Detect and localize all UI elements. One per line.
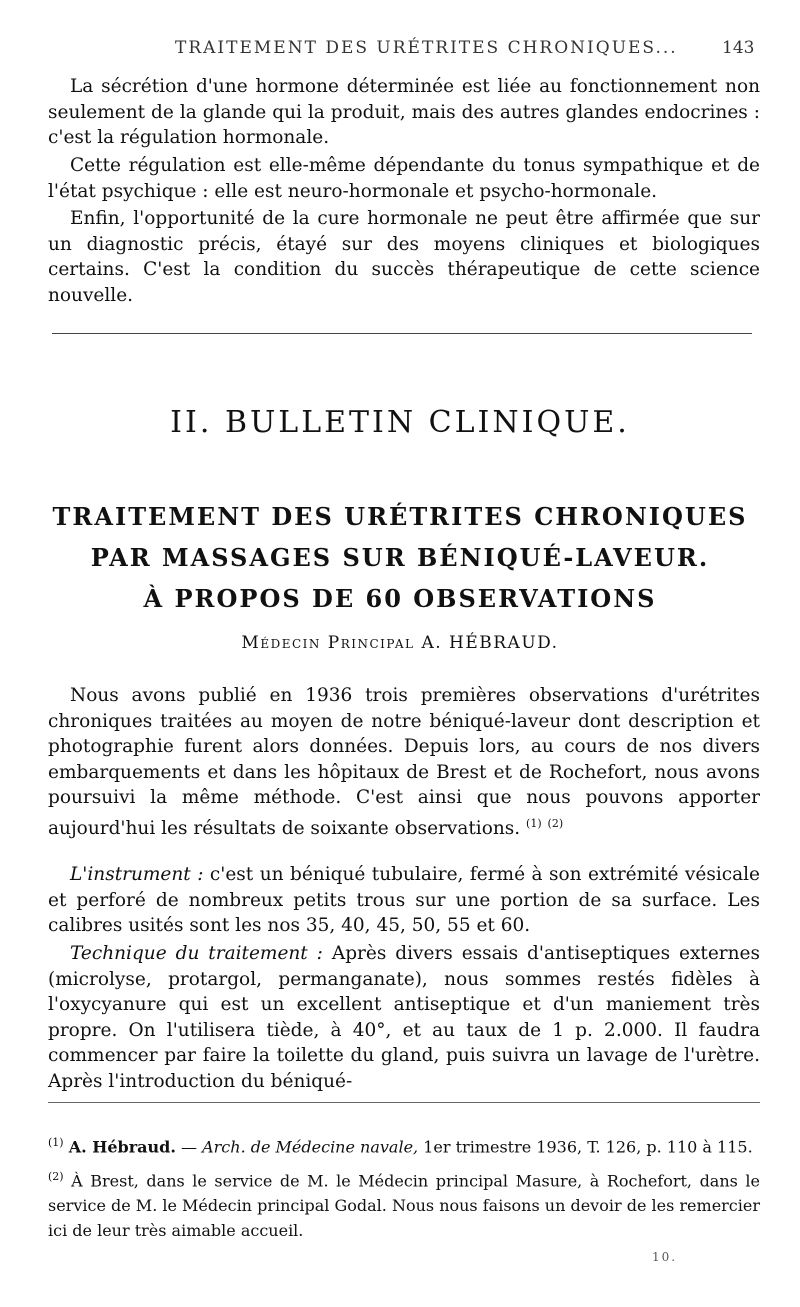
author-name: A. HÉBRAUD.	[421, 633, 559, 653]
body-paragraph-1-text: Nous avons publié en 1936 trois premières observations d'urétrites chroniques traitées au moyen de notre béniqué-laveur dont description et photographie furent alors données. Depuis lors, au cours de nos divers embarquements et dans les hôpitaux de Brest et de Rochefort, nous avons poursuivi la même méthode. C'est ainsi que nous pouvons apporter aujourd'hui les résultats de soixante observations.	[48, 685, 760, 839]
footnote-1-mark: (1)	[48, 1136, 64, 1149]
footnote-2-mark: (2)	[48, 1170, 64, 1183]
technique-label: Technique du traitement :	[70, 943, 323, 964]
section-divider	[52, 333, 752, 334]
footnote-ref-2: (2)	[547, 816, 564, 830]
footnote-divider	[48, 1102, 760, 1103]
footnote-2	[48, 1164, 760, 1243]
intro-paragraph-3: Enfin, l'opportunité de la cure hormonale ne peut être affirmée que sur un diagnostic précis, étayé sur des moyens cliniques et biologiques certains. C'est la condition du succès thérapeutique de cette science nouvelle.	[48, 208, 760, 306]
article-title-line-2: PAR MASSAGES SUR BÉNIQUÉ-LAVEUR.	[90, 543, 710, 572]
footnote-1-source: — Arch. de Médecine navale,	[181, 1137, 419, 1157]
footnote-2-text: À Brest, dans le service de M. le Médecin principal Masure, à Rochefort, dans le service de M. le Médecin principal Godal. Nous nous faisons un devoir de les remercier ici de leur très aimable accueil.	[48, 1171, 760, 1241]
author-rank: Médecin Principal	[241, 633, 415, 653]
body-paragraph-1	[48, 683, 760, 841]
article-title-line-3: À PROPOS DE 60 OBSERVATIONS	[143, 584, 657, 613]
instrument-text: c'est un béniqué tubulaire, fermé à son extrémité vésicale et perforé de nombreux petits trous sur une portion de sa surface. Les calibres usités sont les nos 35, 40, 45, 50, 55 et 60.	[48, 864, 760, 936]
footnote-ref-1: (1)	[526, 816, 542, 830]
section-title: II. BULLETIN CLINIQUE.	[170, 405, 630, 440]
body-paragraph-3	[48, 941, 760, 1094]
body-paragraph-2	[48, 862, 760, 939]
running-title: TRAITEMENT DES URÉTRITES CHRONIQUES...	[175, 38, 678, 58]
author-line	[0, 633, 800, 653]
footnote-1-author: A. Hébraud.	[68, 1137, 176, 1157]
footnote-1	[48, 1130, 760, 1159]
signature-mark: 10.	[652, 1250, 678, 1264]
technique-text: Après divers essais d'antiseptiques externes (microlyse, protargol, permanganate), nous sommes restés fidèles à l'oxycyanure qui est un excellent antiseptique et d'un maniement très propre. On l'utilisera tiède, à 40°, et au taux de 1 p. 2.000. Il faudra commencer par faire la toilette du gland, puis suivra un lavage de l'urètre. Après l'introduction du béniqué-	[48, 943, 760, 1092]
page-number: 143	[722, 38, 755, 58]
intro-paragraph-2: Cette régulation est elle-même dépendante du tonus sympathique et de l'état psychique : elle est neuro-hormonale et psycho-hormonale.	[48, 155, 760, 202]
instrument-label: L'instrument :	[70, 864, 204, 885]
article-title-line-1: TRAITEMENT DES URÉTRITES CHRONIQUES	[52, 502, 748, 531]
footnote-1-detail: 1er trimestre 1936, T. 126, p. 110 à 115.	[423, 1137, 753, 1157]
intro-paragraph-1: La sécrétion d'une hormone déterminée est liée au fonctionnement non seulement de la glande qui la produit, mais des autres glandes endocrines : c'est la régulation hormonale.	[48, 76, 760, 148]
